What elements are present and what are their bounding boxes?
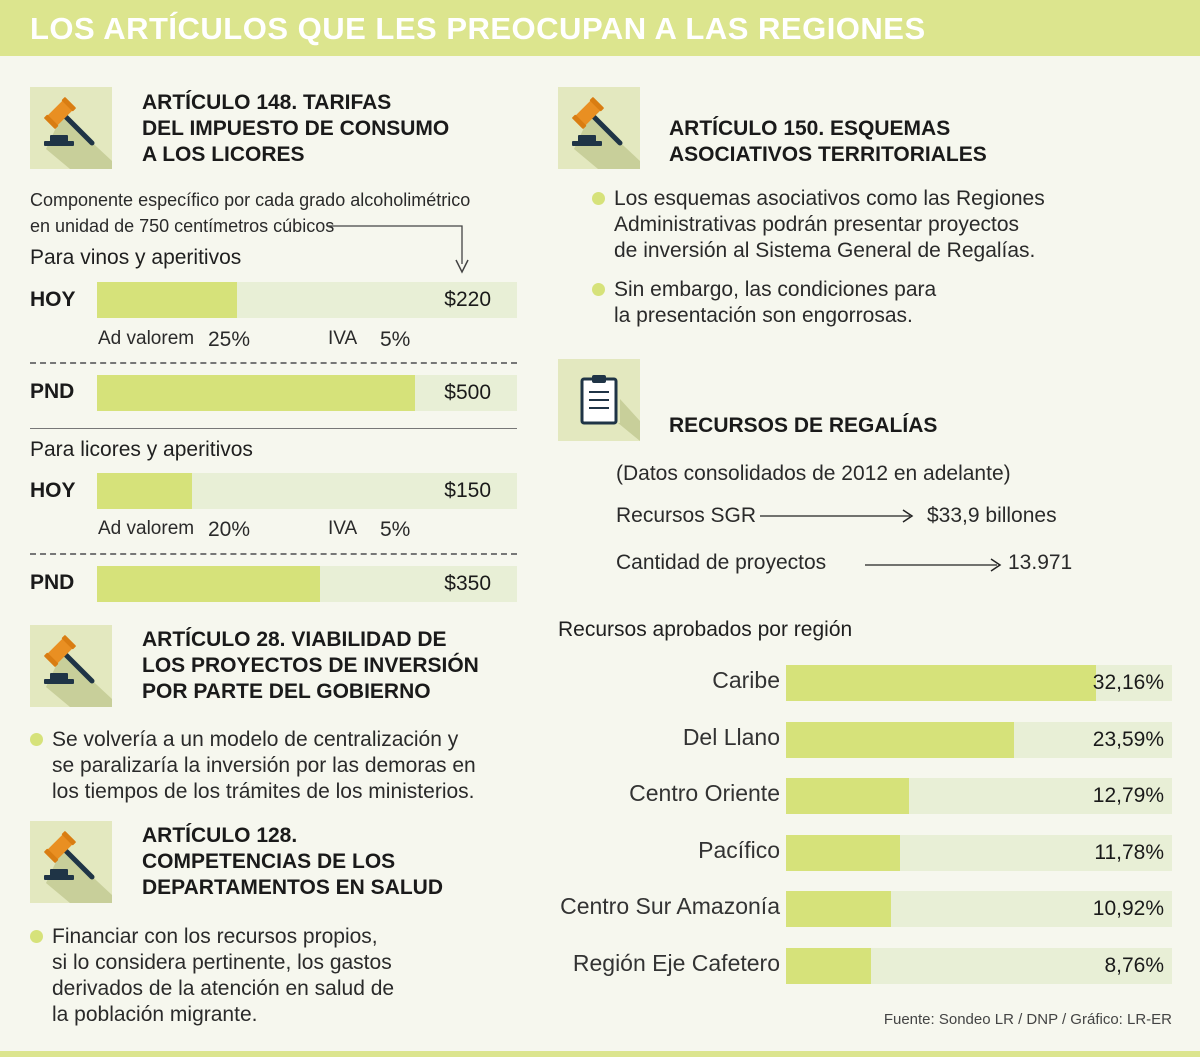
art28-heading — [142, 627, 479, 705]
art28-heading-line: LOS PROYECTOS DE INVERSIÓN — [142, 654, 479, 677]
gavel-icon — [30, 821, 112, 903]
ad-valorem-value: 20% — [208, 518, 251, 541]
art28-bullet — [52, 727, 476, 805]
bar-value-label: $150 — [444, 479, 491, 502]
iva-value: 5% — [380, 518, 411, 541]
bottom-bar — [0, 1051, 1200, 1057]
clipboard-icon — [558, 359, 640, 441]
gavel-icon — [30, 625, 112, 707]
note-arrow — [320, 220, 480, 280]
art28-heading-line: ARTÍCULO 28. VIABILIDAD DE — [142, 628, 447, 651]
art128-bullet-line: si lo considera pertinente, los gastos — [52, 951, 392, 974]
art128-bullet-line: Financiar con los recursos propios, — [52, 925, 378, 948]
iva-value: 5% — [380, 328, 411, 351]
bar-value-label: $220 — [444, 288, 491, 311]
art28-heading-line: POR PARTE DEL GOBIERNO — [142, 680, 431, 703]
gavel-icon — [30, 821, 112, 903]
iva-label: IVA — [328, 518, 358, 539]
art148-note-line: Componente específico por cada grado alcoholimétrico — [30, 190, 471, 210]
art150-bullet-line: la presentación son engorrosas. — [614, 304, 913, 327]
group-label: Para vinos y aperitivos — [30, 246, 242, 269]
source-footer: Fuente: Sondeo LR / DNP / Gráfico: LR-ER — [883, 1011, 1172, 1028]
ad-valorem-label: Ad valorem — [98, 328, 195, 349]
region-bar-track — [786, 891, 1172, 927]
bullet-dot — [30, 733, 43, 746]
region-chart-title: Recursos aprobados por región — [558, 618, 853, 641]
region-value-label: 10,92% — [1092, 897, 1164, 920]
region-value-label: 11,78% — [1094, 841, 1164, 864]
region-bar — [786, 835, 900, 871]
row-label: PND — [30, 571, 75, 594]
region-bar — [786, 891, 891, 927]
divider — [30, 428, 517, 429]
art28-bullet-line: se paralizaría la inversión por las demoras en — [52, 754, 476, 777]
art148-heading-line: DEL IMPUESTO DE CONSUMO — [142, 117, 450, 140]
bar-track — [97, 282, 517, 318]
bullet-dot — [592, 192, 605, 205]
bar-hoy-vinos — [97, 282, 237, 318]
art148-heading-line: ARTÍCULO 148. TARIFAS — [142, 91, 392, 114]
gavel-icon — [30, 625, 112, 707]
art150-heading-line: ASOCIATIVOS TERRITORIALES — [669, 143, 987, 166]
region-bar — [786, 722, 1014, 758]
art150-heading-line: ARTÍCULO 150. ESQUEMAS — [669, 117, 951, 140]
region-value-label: 12,79% — [1092, 784, 1164, 807]
bar-track — [97, 375, 517, 411]
region-label: Centro Oriente — [629, 780, 780, 806]
bullet-dot — [592, 283, 605, 296]
region-bar-track — [786, 722, 1172, 758]
gavel-icon — [558, 87, 640, 169]
divider — [30, 362, 517, 364]
bar-pnd-vinos — [97, 375, 415, 411]
ad-valorem-value: 25% — [208, 328, 251, 351]
region-value-label: 32,16% — [1092, 671, 1164, 694]
row-label: HOY — [30, 288, 76, 311]
region-bar — [786, 665, 1096, 701]
art150-bullet-line: de inversión al Sistema General de Regalías. — [614, 239, 1036, 262]
gavel-icon — [30, 87, 112, 169]
regalias-note: (Datos consolidados de 2012 en adelante) — [616, 462, 1011, 485]
bullet-dot — [30, 930, 43, 943]
art128-bullet-line: derivados de la atención en salud de — [52, 977, 395, 1000]
region-label: Pacífico — [698, 837, 780, 863]
sgr-value: $33,9 billones — [927, 504, 1057, 527]
region-bar — [786, 948, 871, 984]
art128-heading-line: DEPARTAMENTOS EN SALUD — [142, 876, 444, 899]
region-bar-track — [786, 665, 1172, 701]
art128-heading-line: ARTÍCULO 128. — [142, 824, 298, 847]
art128-bullet — [52, 924, 394, 1028]
iva-label: IVA — [328, 328, 358, 349]
row-label: HOY — [30, 479, 76, 502]
region-bar — [786, 778, 909, 814]
bar-value-label: $350 — [444, 572, 491, 595]
region-label: Del Llano — [682, 724, 780, 750]
group-label: Para licores y aperitivos — [30, 438, 253, 461]
region-value-label: 8,76% — [1104, 954, 1164, 977]
art148-heading-line: A LOS LICORES — [142, 143, 305, 166]
regalias-heading: RECURSOS DE REGALÍAS — [669, 414, 938, 437]
art28-bullet-line: los tiempos de los trámites de los ministerios. — [52, 780, 475, 803]
art148-heading — [142, 90, 449, 168]
art28-bullet-line: Se volvería a un modelo de centralización y — [52, 728, 459, 751]
art150-bullet-1 — [614, 186, 1045, 264]
sgr-label: Recursos SGR — [616, 504, 757, 527]
art150-bullet-line: Administrativas podrán presentar proyectos — [614, 213, 1020, 236]
projects-label: Cantidad de proyectos — [616, 551, 827, 574]
projects-arrow — [865, 555, 1005, 575]
projects-value: 13.971 — [1008, 551, 1073, 574]
bar-pnd-licores — [97, 566, 320, 602]
art128-heading — [142, 823, 443, 901]
divider — [30, 553, 517, 555]
region-bar-track — [786, 835, 1172, 871]
art150-bullet-2 — [614, 277, 936, 329]
region-label: Centro Sur Amazonía — [560, 893, 780, 919]
art150-bullet-line: Sin embargo, las condiciones para — [614, 278, 937, 301]
art150-heading — [669, 116, 987, 168]
sgr-arrow — [760, 506, 916, 526]
gavel-icon — [30, 87, 112, 169]
bar-hoy-licores — [97, 473, 192, 509]
region-value-label: 23,59% — [1092, 728, 1164, 751]
art148-note-line: en unidad de 750 centímetros cúbicos — [30, 216, 335, 236]
art128-bullet-line: la población migrante. — [52, 1003, 258, 1026]
region-bar-track — [786, 778, 1172, 814]
bar-value-label: $500 — [444, 381, 491, 404]
art150-bullet-line: Los esquemas asociativos como las Regiones — [614, 187, 1045, 210]
bar-track — [97, 473, 517, 509]
ad-valorem-label: Ad valorem — [98, 518, 195, 539]
gavel-icon — [558, 87, 640, 169]
clipboard-icon — [558, 359, 640, 441]
page-title: LOS ARTÍCULOS QUE LES PREOCUPAN A LAS REGIONES — [30, 11, 926, 46]
row-label: PND — [30, 380, 75, 403]
region-label: Región Eje Cafetero — [572, 950, 780, 976]
region-label: Caribe — [712, 667, 780, 693]
art128-heading-line: COMPETENCIAS DE LOS — [142, 850, 396, 873]
region-bar-track — [786, 948, 1172, 984]
bar-track — [97, 566, 517, 602]
